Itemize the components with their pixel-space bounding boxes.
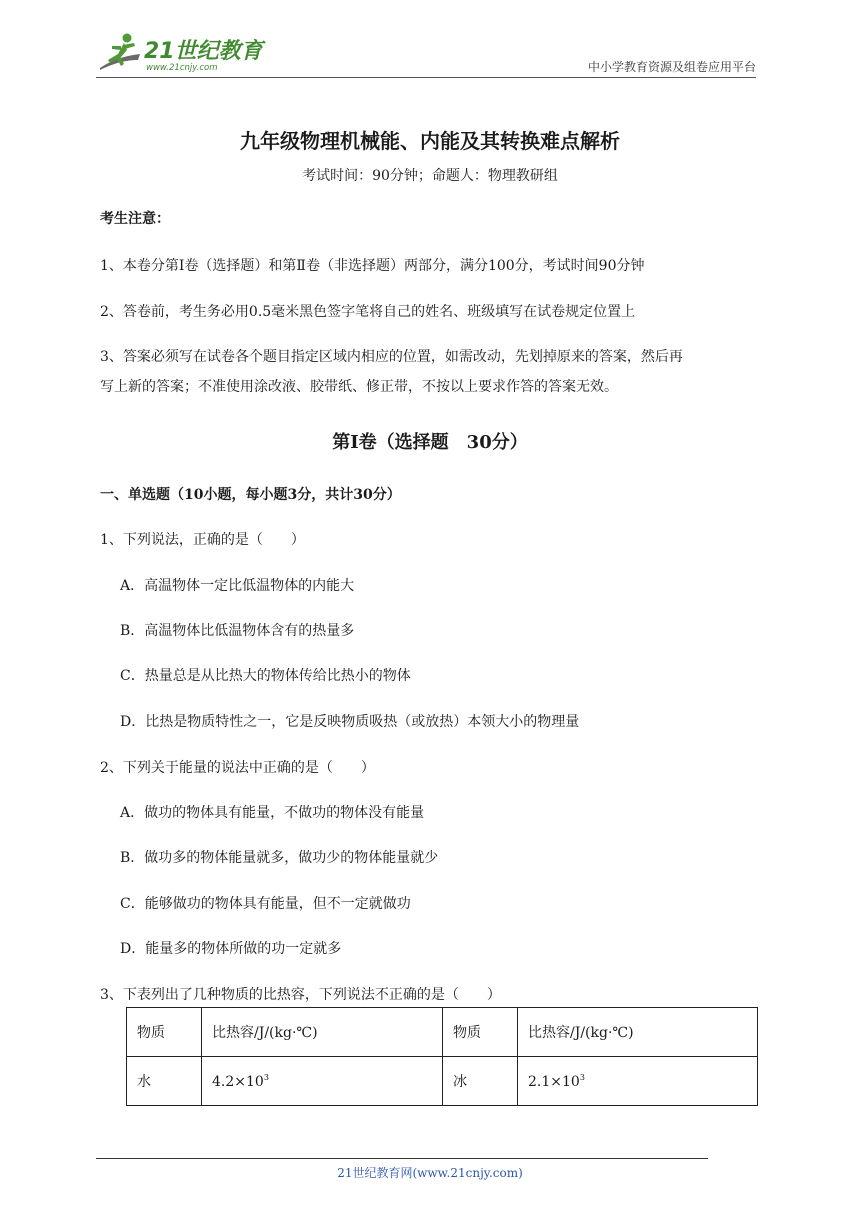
table-header-row [127,1008,758,1057]
option-c: C．能够做功的物体具有能量，但不一定就做功 [120,896,411,912]
option-d: D．比热是物质特性之一，它是反映物质吸热（或放热）本领大小的物理量 [120,714,580,730]
option-d: D．能量多的物体所做的功一定就多 [120,941,342,957]
table-cell: 水 [127,1057,202,1106]
table-cell [518,1057,758,1106]
notice-item: 3、答案必须写在试卷各个题目指定区域内相应的位置，如需改动，先划掉原来的答案，然后再 [100,349,683,365]
option-b: B．高温物体比低温物体含有的热量多 [120,623,355,639]
table-cell: 冰 [443,1057,518,1106]
part-heading: 一、单选题（10小题，每小题3分，共计30分） [100,487,401,503]
notice-item: 写上新的答案；不准使用涂改液、胶带纸、修正带，不按以上要求作答的答案无效。 [100,379,618,395]
header-divider [96,77,756,78]
option-a: A．做功的物体具有能量，不做功的物体没有能量 [120,805,425,821]
footer-link[interactable]: 21世纪教育网(www.21cnjy.com) [337,1166,523,1180]
exam-info: 考试时间：90分钟；命题人：物理教研组 [302,168,558,184]
page-header [0,0,860,82]
option-a: A．高温物体一定比低温物体的内能大 [120,578,355,594]
logo [94,30,264,78]
option-c: C．热量总是从比热大的物体传给比热小的物体 [120,668,411,684]
option-b: B．做功多的物体能量就多，做功少的物体能量就少 [120,850,439,866]
section-title: 第I卷（选择题 30分） [332,432,528,453]
table-row [127,1057,758,1106]
platform-name: 中小学教育资源及组卷应用平台 [587,60,756,74]
table-header-cell: 物质 [127,1008,202,1057]
notice-item: 1、本卷分第I卷（选择题）和第Ⅱ卷（非选择题）两部分，满分100分，考试时间90分钟 [100,258,645,274]
logo-text: 21世纪教育 [144,39,263,64]
exponent: 3 [579,1072,585,1082]
value-text: 2.1×10 [528,1073,580,1090]
logo-url: www.21cnjy.com [146,63,218,73]
table-header-cell: 物质 [443,1008,518,1057]
notice-item: 2、答卷前，考生务必用0.5毫米黑色签字笔将自己的姓名、班级填写在试卷规定位置上 [100,304,636,320]
notice-heading: 考生注意： [100,211,170,227]
footer-divider [96,1158,708,1159]
page-title: 九年级物理机械能、内能及其转换难点解析 [240,129,620,153]
table-cell [202,1057,443,1106]
question-stem: 2、下列关于能量的说法中正确的是（ ） [100,760,375,776]
table-header-cell: 比热容/J/(kg·℃) [202,1008,443,1057]
exponent: 3 [263,1072,269,1082]
question-stem: 1、下列说法，正确的是（ ） [100,532,305,548]
table-header-cell: 比热容/J/(kg·℃) [518,1008,758,1057]
question-stem: 3、下表列出了几种物质的比热容，下列说法不正确的是（ ） [100,987,501,1003]
runner-logo-icon [94,30,144,76]
value-text: 4.2×10 [212,1073,264,1090]
specific-heat-table [126,1007,758,1106]
